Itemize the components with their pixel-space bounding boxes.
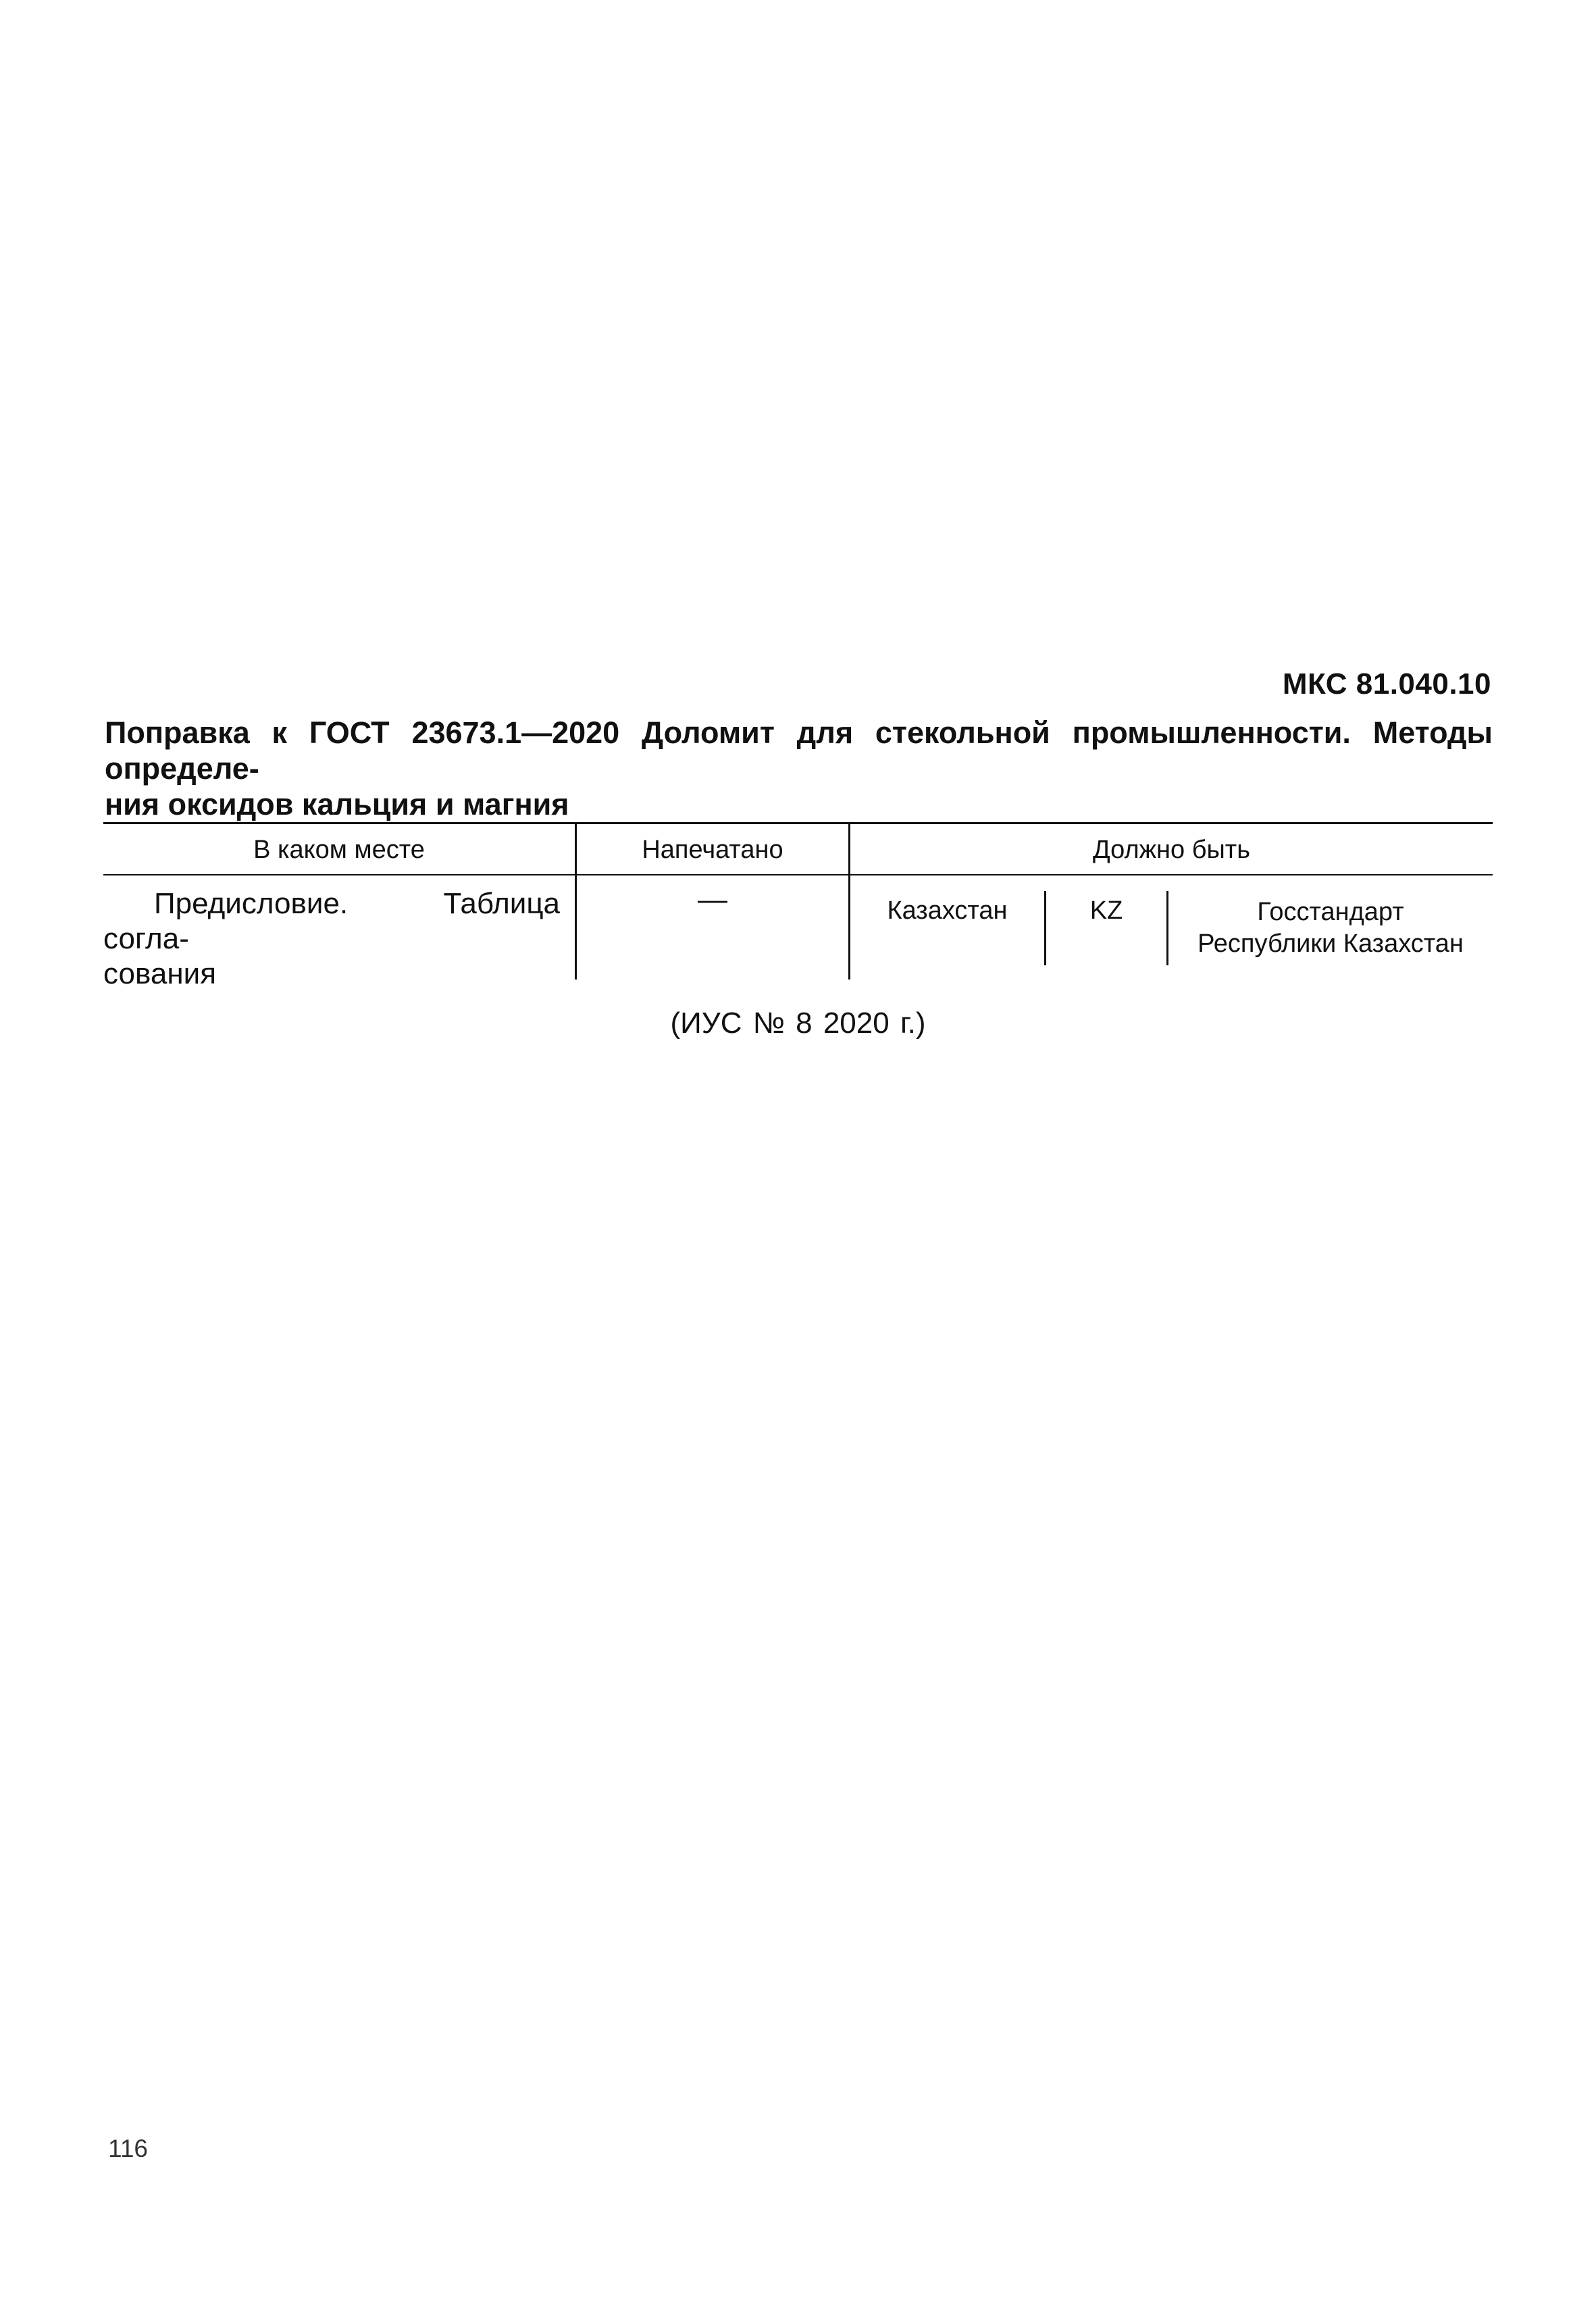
table-top-rule [103,822,1493,824]
row-printed-cell: — [698,883,727,916]
title-line-1: Поправка к ГОСТ 23673.1—2020 Доломит для стекольной промышленности. Методы определе- [105,715,1493,786]
document-title [105,715,1493,822]
row-where-line-1: Предисловие. Таблица согла- [103,887,560,955]
row-code-cell: KZ [1089,896,1123,925]
correction-table [103,822,1493,990]
row-where-line-2: сования [103,957,217,990]
row-where-cell [103,886,560,992]
page-number: 116 [108,2135,148,2162]
classification-code: МКС 81.040.10 [1282,667,1491,701]
source-note: (ИУС № 8 2020 г.) [670,1007,926,1040]
table-header-rule [103,874,1493,875]
header-should-be: Должно быть [1092,836,1250,864]
title-line-2: ния оксидов кальция и магния [105,787,569,821]
header-where: В каком месте [253,836,425,864]
header-printed: Напечатано [642,836,783,864]
row-organization-line-2: Республики Казахстан [1198,930,1464,958]
row-organization-line-1: Госстандарт [1257,898,1404,926]
row-organization-cell [1168,896,1493,960]
row-country-cell: Казахстан [887,896,1008,925]
